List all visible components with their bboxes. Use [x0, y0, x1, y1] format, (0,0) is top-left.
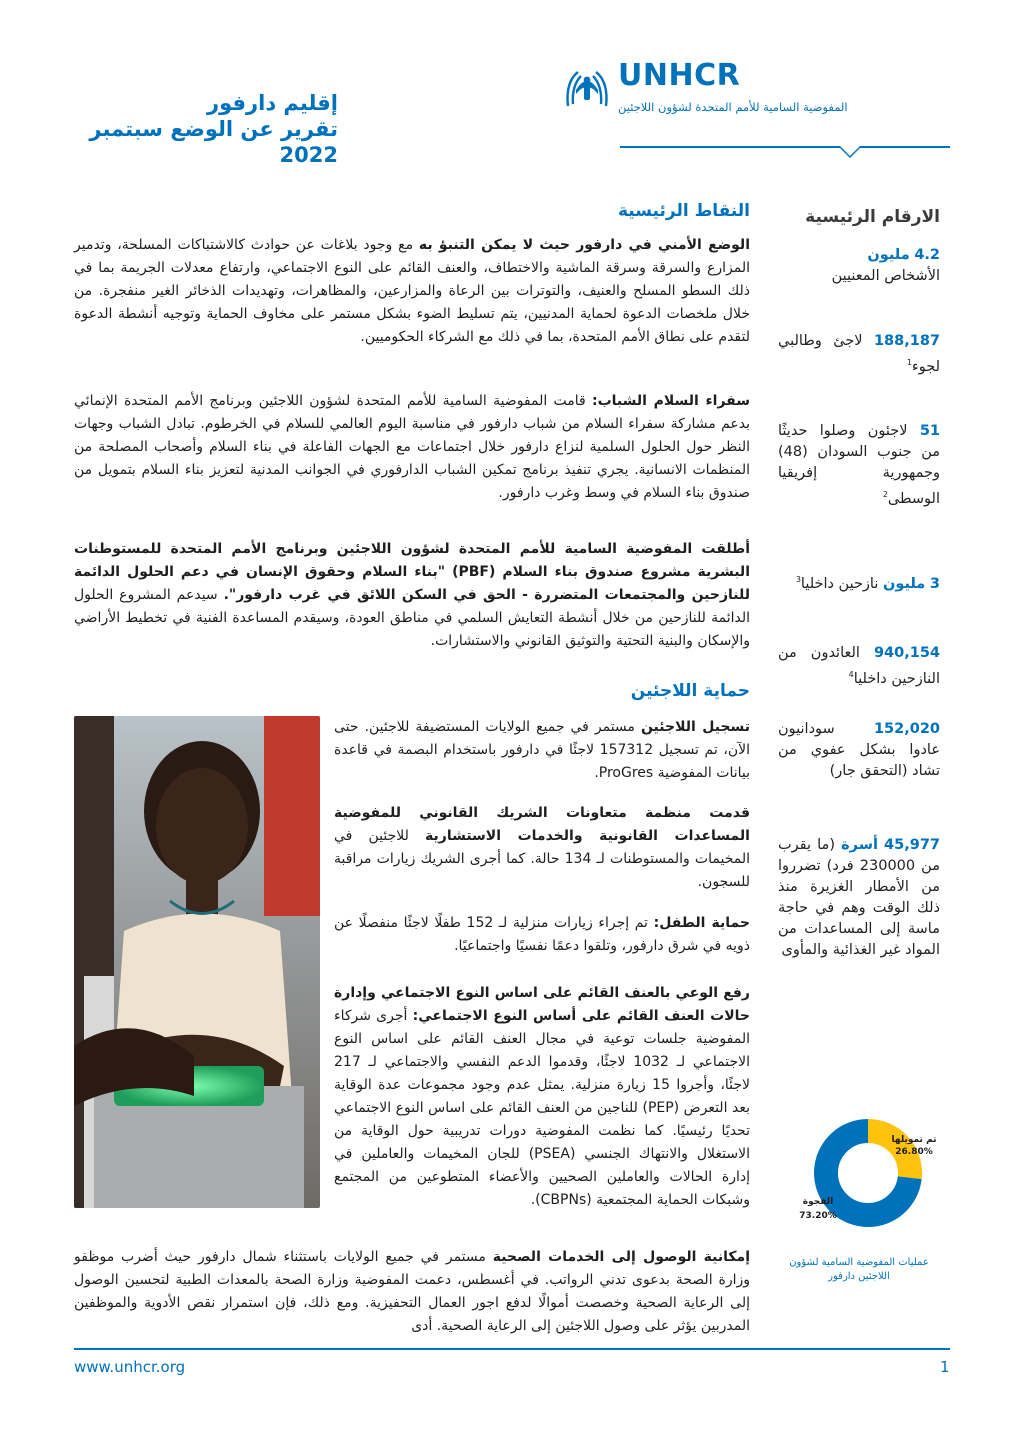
key-figure	[778, 569, 940, 595]
unhcr-logo	[560, 58, 960, 122]
figure-text: (ما يقرب من 230000 فرد) تضرروا من الأمطار الغزيرة منذ ذلك الوقت وهم في حاجة ماسة إلى المساعدات من المواد غير الغذائية والمأوى	[778, 837, 940, 958]
paragraph-body: تم إجراء زيارات منزلية لـ 152 طفلًا لاجئًا منفصلًا عن ذويه في شرق دارفور، وتلقوا دعمًا نفسيًا واجتماعيًا.	[334, 915, 750, 954]
footnote-marker: 2	[882, 490, 888, 499]
child-fingerprint-photo	[74, 716, 320, 1208]
paragraph-lead: أطلقت المفوضية السامية للأمم المتحدة لشؤون اللاجئين وبرنامج الأمم المتحدة للمستوطنات البشرية مشروع صندوق بناء السلام (PBF) "بناء السلام وحقوق الإنسان في دعم الحلول الدائمة للنازحين والمجتمعات المتضررة - الحق في السكن اللائق في غرب دارفور".	[74, 541, 750, 603]
figure-text: لاجئون وصلوا حديثًا من جنوب السودان (48) وجمهورية إفريقيا الوسطى	[778, 423, 940, 507]
paragraph-lead: تسجيل اللاجئين	[640, 719, 751, 735]
figure-unit: أسرة	[841, 837, 878, 853]
header-divider	[620, 146, 950, 148]
paragraph-body: مستمر في جميع الولايات المستضيفة للاجئين. حتى الآن، تم تسجيل 157312 لاجئًا في دارفور باستخدام البصمة في قاعدة بيانات المفوضية ProGres.	[334, 719, 751, 781]
key-points-heading: النقاط الرئيسية	[618, 201, 750, 221]
footnote-marker: 4	[848, 670, 854, 679]
figure-text: نازحين داخليا	[800, 575, 879, 592]
paragraph-lead: رفع الوعي بالعنف القائم على اساس النوع الاجتماعي وإدارة حالات العنف القائم على أساس النوع الاجتماعي:	[334, 985, 750, 1024]
paragraph-body: قامت المفوضية السامية للأمم المتحدة لشؤون اللاجئين وبرنامج الأمم المتحدة الإنمائي بدعم مشاركة سفراء السلام من شباب دارفور في مناسبة اليوم العالمي للسلام في الخرطوم. تبادل الشباب وجهات النظر حول الحلول السلمية لنزاع دارفور خلال اجتماعات مع الجهات الفاعلة في بناء السلام وأصحاب المصلحة من المنظمات الانسانية. يجري تنفيذ برنامج تمكين الشباب الدارفوري في الجوانب المدنية لتعزيز بناء السلام بتمويل من صندوق بناء السلام في وسط وغرب دارفور.	[74, 393, 750, 501]
figure-number: 4.2	[914, 247, 940, 263]
donut-label: 26.80%	[895, 1147, 933, 1157]
key-figure	[778, 245, 940, 287]
figure-text: سودانيون عادوا بشكل عفوي من تشاد (التحقق جار)	[778, 721, 940, 779]
report-subtitle: تقرير عن الوضع سبتمبر 2022	[89, 117, 338, 167]
figure-number: 152,020	[873, 721, 940, 737]
figure-number: 51	[919, 423, 940, 439]
paragraph-body: أجرى شركاء المفوضية جلسات توعية في مجال العنف القائم على اساس النوع الاجتماعي لـ 1032 لاجئًا، وقدموا الدعم النفسي والاجتماعي لـ 217 لاجئًا، وأجروا 15 زيارة منزلية. يمثل عدم وجود مجموعات عدة الوقاية بعد التعرض (PEP) للناجين من العنف القائم على اساس النوع الاجتماعي تحديًا رئيسيًا. كما نظمت المفوضية دورات تدريبية حول الوقاية من الاستغلال والانتهاك الجنسي (PSEA) للجان المخيمات والعاملين في إدارة الحالات والعاملين الصحيين والأعضاء المتطوعين من المجتمع وشبكات الحماية المجتمعية (CBPNs).	[334, 1008, 751, 1208]
donut-label: 73.20%	[799, 1211, 837, 1221]
key-figure	[778, 643, 940, 690]
paragraph-lead: حماية الطفل:	[653, 915, 750, 931]
paragraph-pbf-project	[74, 538, 750, 653]
paragraph-lead: سفراء السلام الشباب:	[591, 393, 750, 409]
key-figure	[778, 835, 940, 961]
key-figures-title: الارقام الرئيسية	[805, 207, 940, 227]
paragraph-youth-peace	[74, 390, 750, 505]
donut-label: الفجوة	[802, 1197, 834, 1207]
paragraph-lead: إمكانية الوصول إلى الخدمات الصحية	[492, 1249, 750, 1265]
paragraph-body: مستمر في جميع الولايات باستثناء شمال دارفور حيث أضرب موظفو وزارة الصحة بدعوى تدني الرواتب. في أغسطس، دعمت المفوضية وزارة الصحة بالمعدات الطبية لتحسين الوصول إلى الرعاية الصحية وخصصت أموالًا لدفع اجور العمال التحفيزية. ومع ذلك، فإن استمرار نقص الأدوية والموظفين المدربين يؤثر على وصول اللاجئين إلى الرعاية الصحية. أدى	[74, 1249, 750, 1334]
figure-unit: مليون	[867, 247, 910, 263]
donut-label: تم تمويلها	[891, 1135, 937, 1145]
key-figure	[778, 331, 940, 378]
paragraph-lead: الوضع الأمني في دارفور حيث لا يمكن التنبؤ به	[418, 237, 750, 253]
figure-text: لاجئ وطالبي لجوء	[778, 333, 940, 375]
paragraph-body: للاجئين في المخيمات والمستوطنات لـ 134 حالة. كما أجرى الشريك زيارات مراقبة للسجون.	[334, 828, 750, 890]
figure-text: العائدون من النازحين داخليا	[778, 645, 940, 687]
chart-caption: عمليات المفوضية السامية لشؤون اللاجئين دارفور	[789, 1257, 929, 1282]
paragraph-child-protection	[334, 912, 750, 958]
funding-donut-chart	[788, 1118, 948, 1228]
paragraph-body: مع وجود بلاغات عن حوادث كالاشتباكات المسلحة، وتدمير المزارع والسرقة وسرقة الماشية والاختطاف، والعنف القائم على النوع الاجتماعي، وارتفاع معدلات الجريمة بما في ذلك السطو المسلح والعنيف، والتوترات بين الرعاة والمزارعين، والمظاهرات، وتهديدات الذخائر الغير منفجرة. من خلال ملخصات الدعوة لحماية المدنيين، يتم تسليط الضوء بشكل مستمر على مخاوف الحماية وتوجيه أنشطة الدعوة لتقدم على نطاق الأمم المتحدة، بما في ذلك مع الشركاء الحكوميين.	[74, 237, 750, 345]
figure-number: 3	[929, 575, 940, 592]
unhcr-emblem-icon	[560, 66, 614, 110]
footnote-marker: 1	[906, 358, 912, 367]
key-figure	[778, 719, 940, 782]
paragraph-legal-aid	[334, 802, 750, 894]
figure-unit: مليون	[883, 575, 926, 592]
paragraph-health	[74, 1246, 750, 1338]
report-title	[38, 90, 338, 168]
footer-divider	[74, 1348, 950, 1350]
unhcr-subtitle: المفوضية السامية للأمم المتحدة لشؤون اللاجئين	[618, 100, 848, 114]
unhcr-wordmark: UNHCR	[618, 58, 741, 93]
website-link[interactable]: www.unhcr.org	[74, 1358, 186, 1376]
page-number: 1	[940, 1358, 950, 1376]
refugee-protection-heading: حماية اللاجئين	[630, 681, 750, 701]
paragraph-lead: قدمت منظمة متعاونات الشريك القانوني للمفوضية المساعدات القانونية والخدمات الاستشارية	[334, 805, 750, 844]
paragraph-body: سيدعم المشروع الحلول الدائمة للنازحين من خلال أنشطة التعايش السلمي في مناطق العودة، وسيقدم المساعدة الفنية في تخطيط الأراضي والإسكان والبنية التحتية والتوثيق القانوني والاستشارات.	[74, 587, 750, 649]
figure-text: الأشخاص المعنيين	[831, 268, 940, 284]
footnote-marker: 3	[795, 575, 801, 584]
key-figure	[778, 421, 940, 510]
paragraph-security	[74, 234, 750, 349]
paragraph-registration	[334, 716, 750, 785]
region-title: إقليم دارفور	[207, 91, 338, 115]
figure-number: 188,187	[873, 333, 940, 349]
figure-number: 45,977	[884, 837, 941, 853]
figure-number: 940,154	[873, 645, 941, 661]
key-figures-panel	[778, 203, 941, 958]
paragraph-gbv	[334, 982, 750, 1212]
